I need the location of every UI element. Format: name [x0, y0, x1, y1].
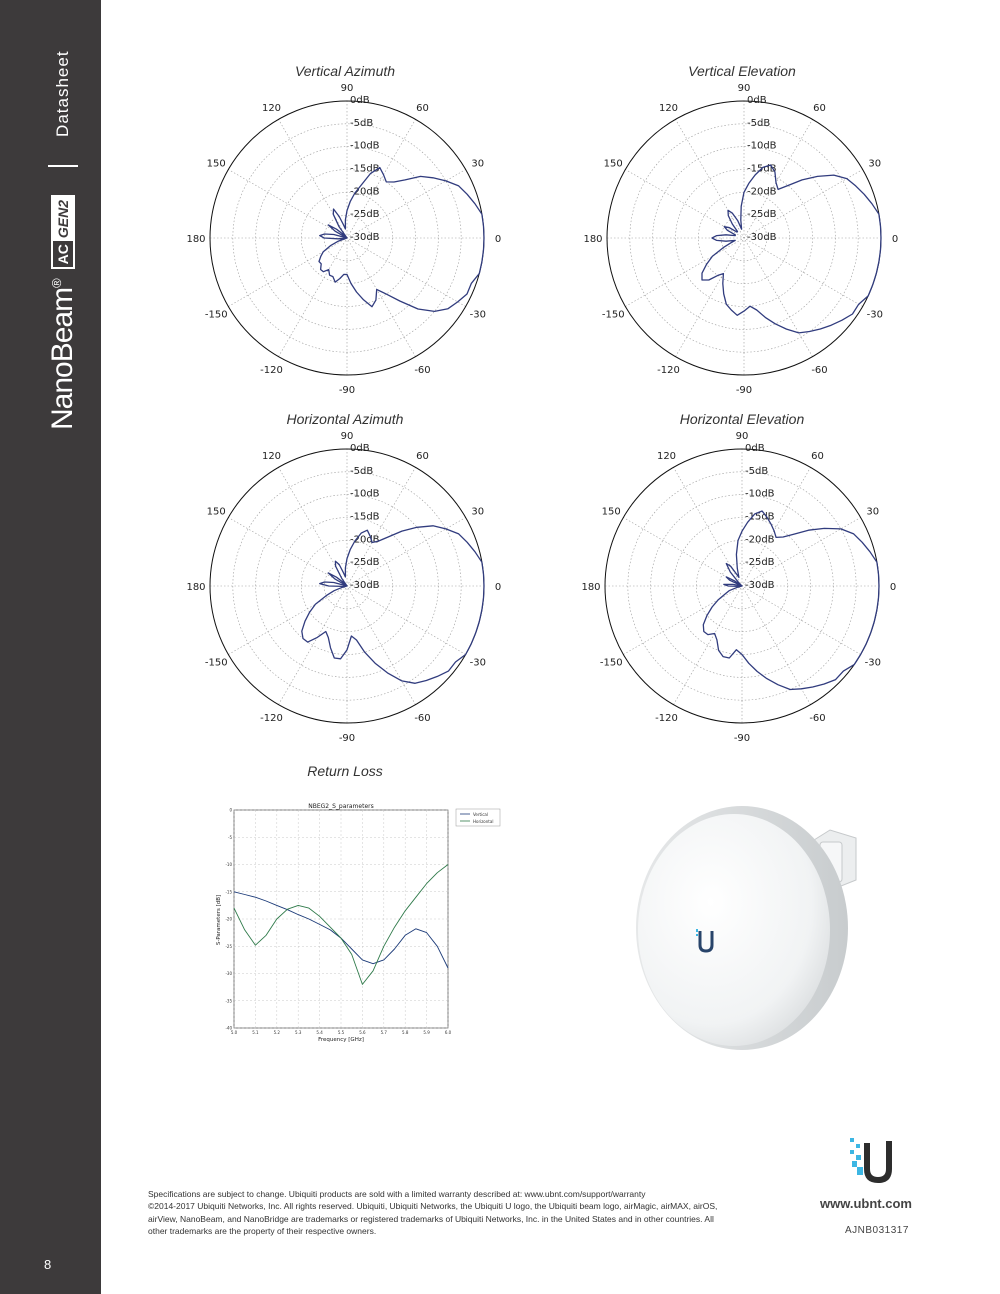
- plot-title: Vertical Elevation: [688, 63, 796, 79]
- dish-face: [638, 814, 830, 1046]
- footer-line: ©2014-2017 Ubiquiti Networks, Inc. All rights reserved. Ubiquiti, Ubiquiti Networks, the Ubiquiti U logo, the Ubiquiti beam logo, airMagic, airMAX, airOS,: [148, 1201, 718, 1212]
- legal-footer: [148, 1188, 798, 1238]
- horizontal-elevation-plot: [581, 411, 896, 744]
- radial-tick-label: -10dB: [745, 488, 775, 500]
- radial-tick-label: -15dB: [350, 511, 380, 523]
- x-tick-label: 5.7: [380, 1030, 387, 1035]
- doc-type: Datasheet: [53, 50, 72, 137]
- x-tick-label: 5.0: [230, 1030, 238, 1035]
- x-tick-label: 5.8: [402, 1030, 409, 1035]
- radial-tick-label: -25dB: [350, 557, 380, 569]
- radial-tick-label: -25dB: [350, 209, 380, 221]
- return-loss-title: Return Loss: [307, 763, 383, 779]
- chart-title: NBEG2_S_parameters: [308, 803, 374, 810]
- radial-tick-label: -15dB: [350, 163, 380, 175]
- x-axis-label: Frequency [GHz]: [318, 1037, 364, 1043]
- angle-tick-label: 90: [737, 83, 751, 94]
- chart-legend: [456, 809, 500, 826]
- x-tick-label: 5.5: [337, 1030, 345, 1035]
- plot-title: Horizontal Elevation: [679, 411, 805, 427]
- radial-tick-label: -30dB: [747, 232, 777, 243]
- legend-vertical: Vertical: [473, 812, 488, 817]
- footer-line: Specifications are subject to change. Ubiquiti products are sold with a limited warranty described at: www.ubnt.com/support/warranty: [148, 1189, 646, 1199]
- angle-tick-label: -30: [866, 309, 883, 321]
- legend-horizontal: Horizontal: [473, 819, 494, 824]
- angle-tick-label: 60: [813, 103, 826, 115]
- page-number: 8: [44, 1257, 52, 1272]
- angle-tick-label: -60: [414, 712, 431, 724]
- radial-tick-label: -10dB: [350, 488, 380, 500]
- x-tick-label: 5.9: [423, 1030, 430, 1035]
- y-tick-label: -35: [225, 998, 232, 1004]
- plot-title: Vertical Azimuth: [294, 63, 396, 79]
- horizontal-azimuth-plot: [186, 411, 501, 744]
- x-tick-label: 5.4: [316, 1030, 323, 1035]
- radial-tick-label: 0dB: [747, 95, 767, 106]
- radiation-pattern-line: [302, 526, 484, 684]
- angle-tick-label: 150: [206, 158, 226, 170]
- angle-tick-label: 60: [416, 451, 429, 463]
- x-tick-label: 5.3: [295, 1030, 302, 1035]
- radial-tick-label: -10dB: [747, 140, 777, 152]
- radial-tick-label: -5dB: [350, 465, 374, 477]
- return-loss-section: [200, 760, 700, 1060]
- y-tick-label: -25: [225, 943, 232, 949]
- angle-tick-label: -30: [864, 657, 881, 669]
- y-tick-label: -30: [225, 971, 232, 976]
- angle-tick-label: -30: [469, 657, 486, 669]
- y-tick-label: -10: [225, 862, 232, 867]
- angle-tick-label: -60: [414, 364, 431, 376]
- angle-tick-label: 150: [601, 506, 621, 518]
- radiation-pattern-line: [702, 165, 881, 333]
- radial-tick-label: -25dB: [745, 557, 775, 569]
- angle-tick-label: -90: [733, 733, 751, 744]
- x-tick-label: 5.1: [252, 1030, 259, 1035]
- footer-line: other trademarks are the property of their respective owners.: [148, 1226, 377, 1237]
- angle-tick-label: -90: [338, 733, 356, 744]
- angle-tick-label: 180: [583, 234, 603, 245]
- angle-tick-label: 120: [261, 103, 282, 115]
- angle-tick-label: -150: [599, 657, 623, 669]
- angle-tick-label: 150: [603, 158, 623, 170]
- document-code: AJNB031317: [845, 1225, 909, 1236]
- x-tick-label: 6.0: [444, 1030, 452, 1035]
- angle-tick-label: 0: [889, 582, 897, 593]
- angle-tick-label: -120: [260, 364, 283, 376]
- nanobeam-product-image: [630, 780, 890, 1050]
- angle-tick-label: 90: [340, 83, 354, 94]
- angle-tick-label: 60: [416, 103, 429, 115]
- return-loss-chart: [216, 803, 500, 1043]
- angle-tick-label: -120: [655, 712, 678, 724]
- vertical-azimuth-plot: [186, 63, 501, 396]
- radial-tick-label: -10dB: [350, 140, 380, 152]
- radial-tick-label: -30dB: [350, 232, 380, 243]
- radiation-pattern-line: [319, 168, 484, 312]
- badge-ac: AC: [55, 244, 71, 265]
- radial-tick-label: -20dB: [747, 186, 777, 198]
- radial-tick-label: -5dB: [747, 117, 771, 129]
- x-tick-label: 5.6: [359, 1030, 366, 1035]
- angle-tick-label: 0: [494, 234, 502, 245]
- plot-title: Horizontal Azimuth: [286, 411, 404, 427]
- angle-tick-label: -150: [204, 657, 228, 669]
- angle-tick-label: 30: [471, 158, 485, 170]
- radial-tick-label: -20dB: [350, 534, 380, 546]
- angle-tick-label: -90: [735, 385, 753, 396]
- angle-tick-label: -60: [811, 364, 828, 376]
- angle-tick-label: 180: [186, 582, 206, 593]
- y-axis-label: S-Parameters [dB]: [216, 894, 222, 946]
- angle-tick-label: 0: [891, 234, 899, 245]
- radial-tick-label: 0dB: [350, 443, 370, 454]
- angle-tick-label: -120: [657, 364, 680, 376]
- y-tick-label: -20: [225, 916, 232, 922]
- ubiquiti-u-logo-icon: [842, 1133, 902, 1193]
- x-tick-label: 5.2: [273, 1030, 280, 1035]
- radial-tick-label: 0dB: [350, 95, 370, 106]
- badge-gen2: GEN2: [53, 197, 73, 241]
- y-tick-label: 0: [229, 807, 232, 813]
- angle-tick-label: -120: [260, 712, 283, 724]
- radial-tick-label: -20dB: [350, 186, 380, 198]
- angle-tick-label: 0: [494, 582, 502, 593]
- radial-tick-label: -25dB: [747, 209, 777, 221]
- product-name: NanoBeam®: [46, 279, 79, 430]
- footer-line: airView, NanoBeam, and NanoBridge are trademarks or registered trademarks of Ubiquiti Networks, Inc. in the United States and in other countries. All: [148, 1213, 714, 1224]
- angle-tick-label: 90: [735, 431, 749, 442]
- radial-tick-label: -30dB: [350, 580, 380, 591]
- angle-tick-label: -150: [601, 309, 625, 321]
- angle-tick-label: 30: [866, 506, 880, 518]
- angle-tick-label: 90: [340, 431, 354, 442]
- website-link[interactable]: www.ubnt.com: [820, 1196, 912, 1211]
- radial-tick-label: -15dB: [747, 163, 777, 175]
- angle-tick-label: 120: [658, 103, 679, 115]
- angle-tick-label: 180: [186, 234, 206, 245]
- radial-tick-label: -30dB: [745, 580, 775, 591]
- angle-tick-label: 60: [811, 451, 824, 463]
- angle-tick-label: 30: [868, 158, 882, 170]
- y-tick-label: -5: [228, 834, 232, 840]
- y-tick-label: -15: [225, 889, 232, 895]
- angle-tick-label: 120: [656, 451, 677, 463]
- angle-tick-label: -30: [469, 309, 486, 321]
- angle-tick-label: 120: [261, 451, 282, 463]
- angle-tick-label: -90: [338, 385, 356, 396]
- angle-tick-label: 150: [206, 506, 226, 518]
- angle-tick-label: -150: [204, 309, 228, 321]
- radial-tick-label: -5dB: [745, 465, 769, 477]
- radial-tick-label: -15dB: [745, 511, 775, 523]
- radial-tick-label: -20dB: [745, 534, 775, 546]
- vertical-elevation-plot: [583, 63, 898, 396]
- angle-tick-label: 180: [581, 582, 601, 593]
- y-tick-label: -40: [225, 1025, 232, 1031]
- angle-tick-label: 30: [471, 506, 485, 518]
- radial-tick-label: 0dB: [745, 443, 765, 454]
- angle-tick-label: -60: [809, 712, 826, 724]
- radial-tick-label: -5dB: [350, 117, 374, 129]
